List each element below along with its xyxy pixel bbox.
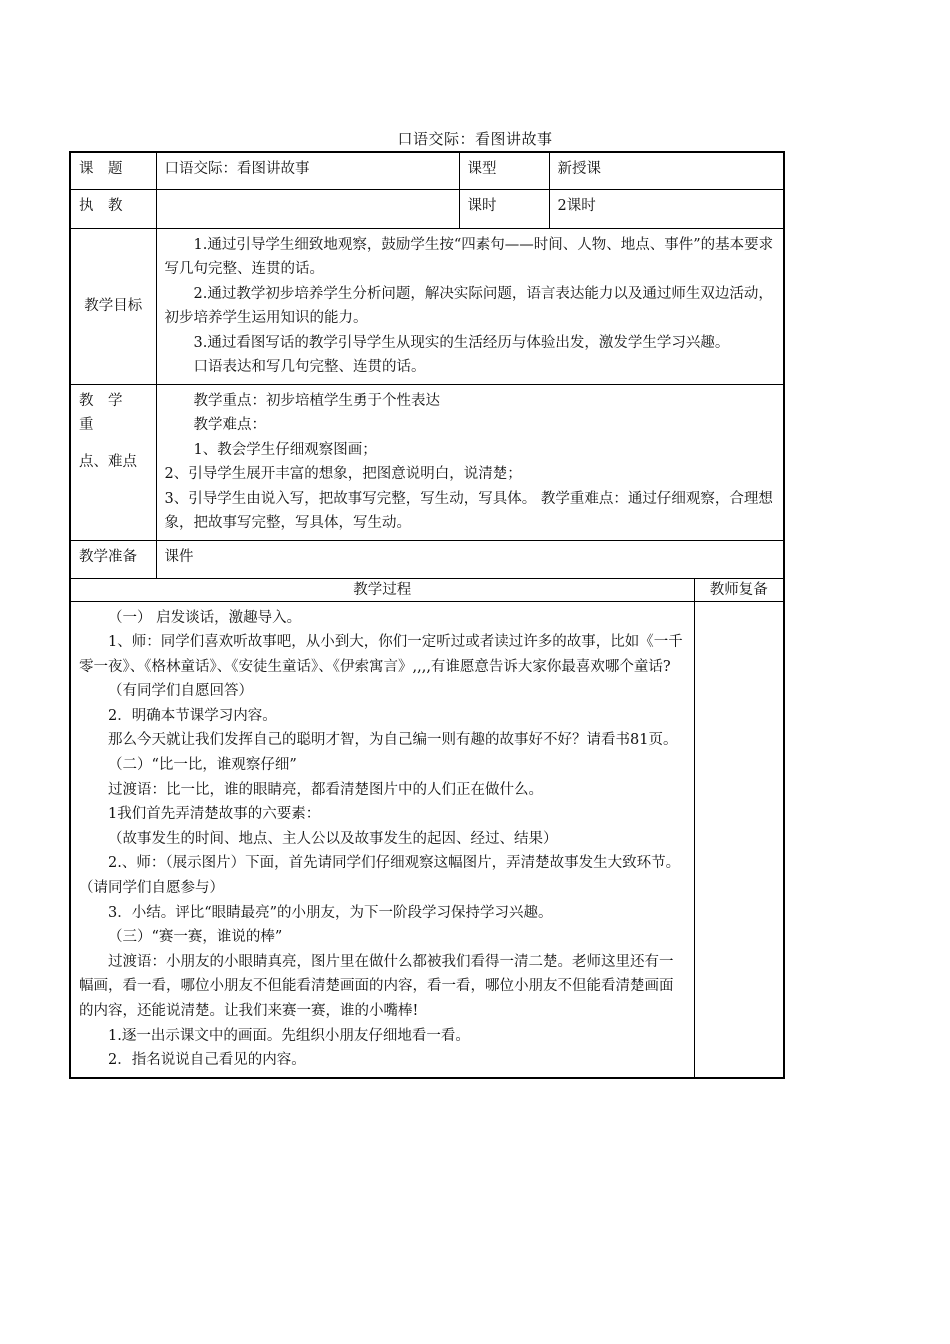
process-paragraph: （故事发生的时间、地点、主人公以及故事发生的起因、经过、结果） bbox=[108, 830, 558, 847]
topic-value: 口语交际：看图讲故事 bbox=[156, 152, 459, 189]
type-value: 新授课 bbox=[549, 152, 784, 189]
process-paragraph: （一） 启发谈话，激趣导入。 bbox=[108, 609, 302, 626]
keypoints-row bbox=[70, 384, 784, 540]
keypoints-content bbox=[156, 384, 784, 540]
process-paragraph: 2．明确本节课学习内容。 bbox=[108, 707, 277, 724]
process-paragraph: 3．小结。评比“眼睛最亮”的小朋友，为下一阶段学习保持学习兴趣。 bbox=[108, 904, 553, 921]
goal-item: 3.通过看图写话的教学引导学生从现实的生活经历与体验出发，激发学生学习兴趣。 bbox=[193, 334, 730, 351]
keypoint-line: 教学难点： bbox=[193, 417, 266, 433]
hours-value: 2课时 bbox=[549, 189, 784, 228]
keypoints-label-line1: 教 学 重 bbox=[79, 392, 137, 433]
keypoints-label bbox=[70, 384, 156, 540]
goal-item: 口语表达和写几句完整、连贯的话。 bbox=[193, 359, 426, 375]
keypoint-line: 2、引导学生展开丰富的想象，把图意说明白，说清楚； bbox=[164, 466, 522, 482]
process-head-row bbox=[70, 578, 784, 601]
process-paragraph: 1、师：同学们喜欢听故事吧，从小到大，你们一定听过或者读过许多的故事，比如《一千零一夜》、《格林童话》、《安徒生童话》、《伊索寓言》,,,,有谁愿意告诉大家你最喜欢哪个童话? bbox=[79, 634, 683, 675]
goals-row bbox=[70, 228, 784, 384]
goals-label: 教学目标 bbox=[70, 228, 156, 384]
topic-row bbox=[70, 152, 784, 189]
lesson-plan-table bbox=[69, 151, 785, 1079]
hours-label: 课时 bbox=[459, 189, 549, 228]
keypoints-label-line2: 点、难点 bbox=[79, 453, 137, 470]
topic-label: 课 题 bbox=[70, 152, 156, 189]
keypoint-line: 教学重点：初步培植学生勇于个性表达 bbox=[193, 392, 440, 409]
keypoint-line: 1、教会学生仔细观察图画； bbox=[193, 441, 377, 458]
teacher-value bbox=[156, 189, 459, 228]
teacher-row bbox=[70, 189, 784, 228]
keypoint-line: 3、引导学生由说入写，把故事写完整，写生动，写具体。 教学重难点：通过仔细观察，合理想象，把故事写完整，写具体，写生动。 bbox=[164, 490, 773, 531]
process-paragraph: （有同学们自愿回答） bbox=[108, 683, 253, 700]
process-paragraph: 过渡语：小朋友的小眼睛真亮，图片里在做什么都被我们看得一清二楚。老师这里还有一幅画，看一看，哪位小朋友不但能看清楚画面的内容，看一看，哪位小朋友不但能看清楚画面的内容，还能说清楚。让我们来赛一赛，谁的小嘴棒! bbox=[79, 953, 674, 1019]
process-content bbox=[70, 601, 694, 1078]
prep-value: 课件 bbox=[156, 540, 784, 578]
process-head-main: 教学过程 bbox=[70, 578, 694, 601]
process-side-notes bbox=[694, 601, 784, 1078]
process-paragraph: 2.、师：（展示图片）下面，首先请同学们仔细观察这幅图片，弄清楚故事发生大致环节。（请同学们自愿参与） bbox=[79, 855, 681, 897]
type-label: 课型 bbox=[459, 152, 549, 189]
process-paragraph: 1.逐一出示课文中的画面。先组织小朋友仔细地看一看。 bbox=[108, 1027, 470, 1044]
document-title: 口语交际：看图讲故事 bbox=[397, 130, 553, 148]
process-paragraph: 2．指名说说自己看见的内容。 bbox=[108, 1052, 306, 1069]
process-paragraph: （二）“比一比，谁观察仔细” bbox=[108, 757, 297, 774]
process-body-row bbox=[70, 601, 784, 1078]
goals-content bbox=[156, 228, 784, 384]
prep-label: 教学准备 bbox=[70, 540, 156, 578]
process-head-side: 教师复备 bbox=[694, 578, 784, 601]
goal-item: 2.通过教学初步培养学生分析问题，解决实际问题，语言表达能力以及通过师生双边活动，初步培养学生运用知识的能力。 bbox=[164, 285, 773, 326]
goal-item: 1.通过引导学生细致地观察，鼓励学生按“四素句——时间、人物、地点、事件”的基本要求写几句完整、连贯的话。 bbox=[164, 236, 774, 277]
process-paragraph: 那么今天就让我们发挥自己的聪明才智，为自己编一则有趣的故事好不好？请看书81页。 bbox=[108, 732, 678, 749]
prep-row bbox=[70, 540, 784, 578]
process-paragraph: 1我们首先弄清楚故事的六要素： bbox=[108, 806, 321, 823]
teacher-label: 执 教 bbox=[70, 189, 156, 228]
process-paragraph: 过渡语：比一比，谁的眼睛亮，都看清楚图片中的人们正在做什么。 bbox=[108, 781, 543, 798]
process-paragraph: （三）“赛一赛，谁说的棒” bbox=[108, 929, 283, 946]
